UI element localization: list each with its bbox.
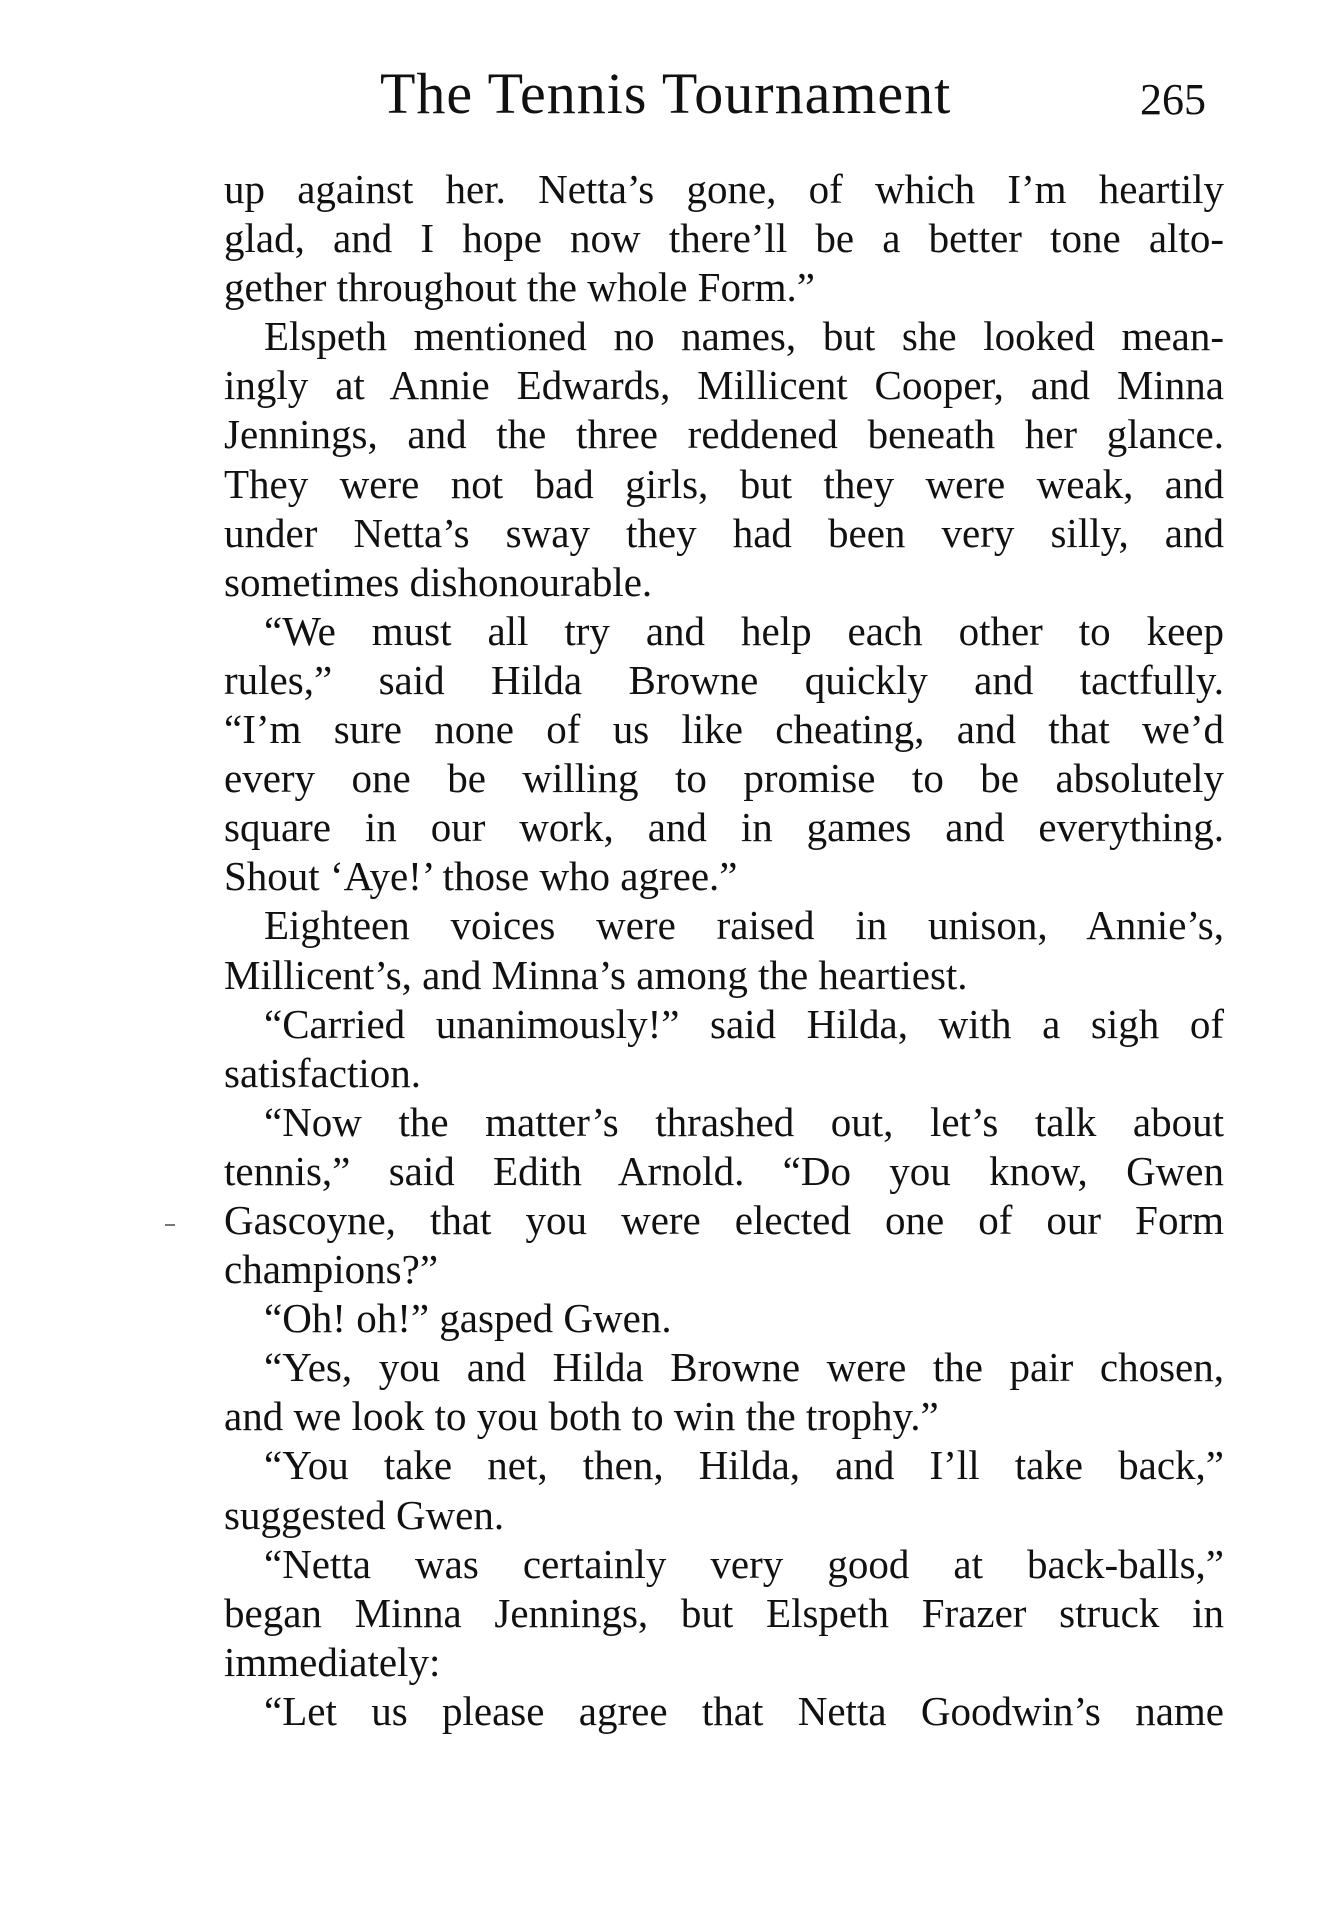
text-line: sometimes dishonourable. bbox=[224, 558, 653, 605]
text-line: “You take net, then, Hilda, and I’ll take back,” bbox=[264, 1442, 1224, 1489]
text-line: tennis,” said Edith Arnold. “Do you know, Gwen bbox=[224, 1147, 1224, 1194]
page-number: 265 bbox=[1140, 75, 1206, 124]
text-line: ingly at Annie Edwards, Millicent Cooper, and Minna bbox=[224, 362, 1224, 409]
text-line: “I’m sure none of us like cheating, and that we’d bbox=[224, 706, 1224, 753]
text-line: Shout ‘Aye!’ those who agree.” bbox=[224, 853, 738, 900]
text-line: “We must all try and help each other to keep bbox=[264, 607, 1224, 654]
text-line: “Netta was certainly very good at back-balls,” bbox=[264, 1540, 1224, 1587]
text-line: and we look to you both to win the trophy.” bbox=[224, 1393, 939, 1440]
text-line: began Minna Jennings, but Elspeth Frazer struck in bbox=[224, 1589, 1224, 1636]
text-line: gether throughout the whole Form.” bbox=[224, 264, 815, 311]
text-line: satisfaction. bbox=[224, 1049, 421, 1096]
text-line: under Netta’s sway they had been very silly, and bbox=[224, 509, 1224, 556]
text-line: every one be willing to promise to be absolutely bbox=[224, 755, 1224, 802]
text-line: Jennings, and the three reddened beneath her glance. bbox=[224, 411, 1224, 458]
margin-mark bbox=[165, 1224, 175, 1226]
text-line: suggested Gwen. bbox=[224, 1491, 505, 1538]
text-line: “Oh! oh!” gasped Gwen. bbox=[264, 1295, 672, 1342]
text-line: They were not bad girls, but they were weak, and bbox=[224, 460, 1224, 507]
body-text bbox=[224, 165, 1224, 1765]
text-line: immediately: bbox=[224, 1638, 441, 1685]
text-line: “Now the matter’s thrashed out, let’s talk about bbox=[264, 1098, 1224, 1145]
text-line: champions?” bbox=[224, 1246, 439, 1293]
text-line: “Carried unanimously!” said Hilda, with a sigh of bbox=[264, 1000, 1224, 1047]
text-line: square in our work, and in games and everything. bbox=[224, 804, 1224, 851]
text-line: “Let us please agree that Netta Goodwin’s name bbox=[264, 1687, 1224, 1734]
chapter-title: The Tennis Tournament bbox=[380, 61, 952, 126]
text-line: Gascoyne, that you were elected one of our Form bbox=[224, 1196, 1224, 1243]
text-line: glad, and I hope now there’ll be a better tone alto- bbox=[224, 215, 1224, 262]
running-header bbox=[0, 60, 1335, 140]
text-line: up against her. Netta’s gone, of which I’m heartily bbox=[224, 166, 1224, 212]
text-line: “Yes, you and Hilda Browne were the pair chosen, bbox=[264, 1344, 1224, 1391]
text-line: Elspeth mentioned no names, but she looked mean- bbox=[264, 313, 1224, 360]
text-line: Eighteen voices were raised in unison, Annie’s, bbox=[264, 902, 1224, 949]
text-line: Millicent’s, and Minna’s among the heartiest. bbox=[224, 951, 968, 998]
text-line: rules,” said Hilda Browne quickly and tactfully. bbox=[224, 656, 1224, 703]
